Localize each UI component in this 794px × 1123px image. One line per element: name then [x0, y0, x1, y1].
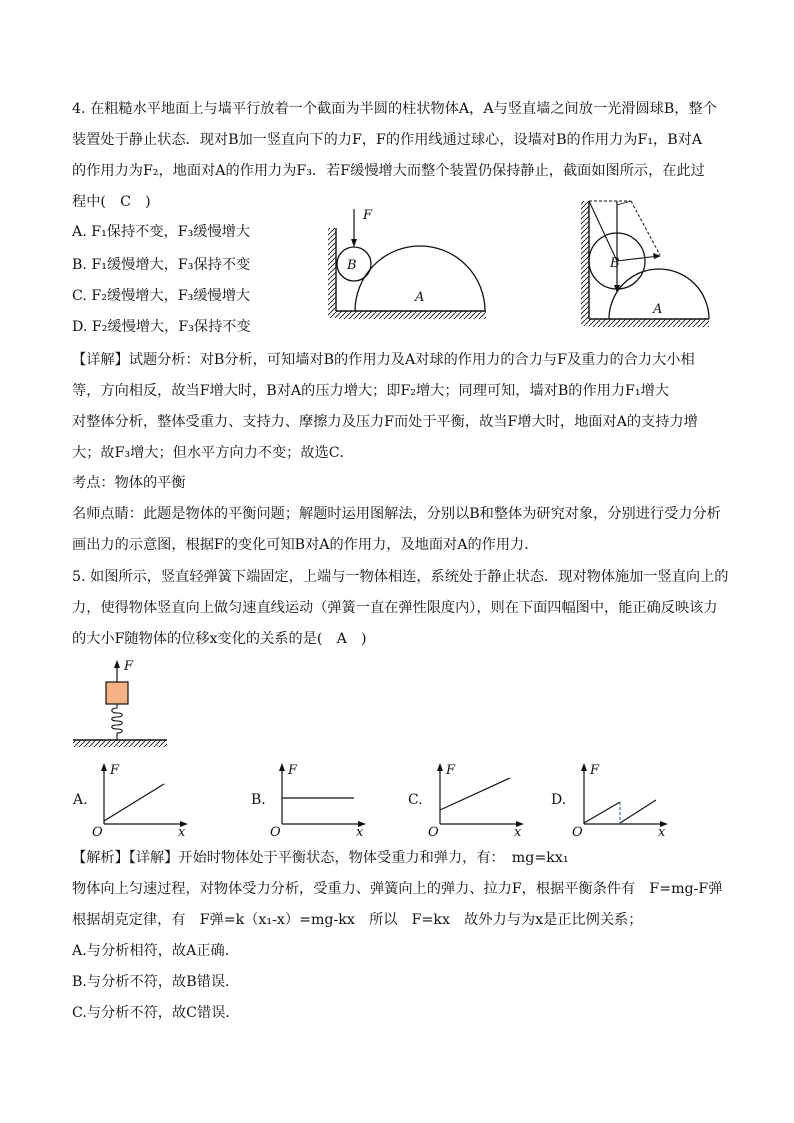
- q4-detail-line-1: 【详解】试题分析：对B分析，可知墙对B的作用力及A对球的作用力的合力与F及重力的合力大小相: [72, 352, 695, 368]
- q5-graph-b-x: x: [356, 825, 364, 840]
- q5-graph-b-option: B.: [251, 792, 266, 808]
- q4-fig1-label-f: F: [363, 208, 373, 223]
- q5-graph-a-x: x: [178, 825, 186, 840]
- q4-detail-line-4: 大；故F₃增大；但水平方向力不变；故选C．: [72, 445, 354, 461]
- q5-graph-b-o: O: [270, 825, 281, 840]
- q5-graph-a-y: F: [110, 763, 120, 778]
- q5-graph-d-y: F: [590, 763, 600, 778]
- q5-stem-line-3: 的大小F随物体的位移x变化的关系的是( A ): [72, 631, 367, 647]
- q5-graph-c-option: C.: [408, 792, 423, 808]
- q4-option-d: D. F₂缓慢增大，F₃保持不变: [72, 319, 251, 335]
- q4-detail-line-3: 对整体分析，整体受重力、支持力、摩擦力及压力F而处于平衡，故当F增大时，地面对A的支持力增: [72, 414, 698, 430]
- q5-graph-c-x: x: [514, 825, 522, 840]
- q4-option-a: A. F₁保持不变，F₃缓慢增大: [72, 224, 251, 240]
- q4-fig1-label-b: B: [347, 258, 357, 273]
- q5-fig-label-f: F: [124, 659, 134, 674]
- q5-graph-c-y: F: [446, 763, 456, 778]
- q5-graph-d-option: D.: [551, 792, 567, 808]
- q4-option-c: C. F₂缓慢增大，F₃缓慢增大: [72, 288, 251, 304]
- q5-analysis-line-3: 根据胡克定律，有 F弹=k（x₁-x）=mg-kx 所以 F=kx 故外力与为x是正比例关系；: [72, 912, 643, 928]
- q4-comment-line-1: 名师点睛：此题是物体的平衡问题；解题时运用图解法，分别以B和整体为研究对象，分别进行受力分析: [72, 506, 721, 522]
- q5-graph-b-y: F: [288, 763, 298, 778]
- q5-graph-a-option: A.: [73, 792, 88, 808]
- q4-stem-line-3: 的作用力为F₂，地面对A的作用力为F₃．若F缓慢增大而整个装置仍保持静止，截面如图所示，在此过: [72, 163, 705, 179]
- q5-graph-c: [428, 760, 528, 838]
- q5-graph-a-o: O: [92, 825, 103, 840]
- q5-graph-d-o: O: [572, 825, 583, 840]
- q5-analysis-line-2: 物体向上匀速过程，对物体受力分析，受重力、弹簧向上的弹力、拉力F，根据平衡条件有 F=mg-F弹: [72, 881, 723, 897]
- q5-stem-line-2: 力，使得物体竖直向上做匀速直线运动（弹簧一直在弹性限度内），则在下面四幅图中，能正确反映该力: [72, 600, 718, 616]
- q5-graph-d-x: x: [658, 825, 666, 840]
- q4-fig2-label-b: B: [610, 256, 620, 271]
- q4-figure-wall-ball-block: [325, 203, 495, 328]
- q4-option-b: B. F₁缓慢增大，F₃保持不变: [72, 257, 251, 273]
- q4-figure-force-diagram: [580, 195, 715, 333]
- q5-analysis-line-1: 【解析】【详解】开始时物体处于平衡状态，物体受重力和弹力，有： mg=kx₁: [72, 850, 569, 866]
- q4-comment-line-2: 画出力的示意图，根据F的变化可知B对A的作用力，及地面对A的作用力．: [72, 537, 539, 553]
- q4-stem-line-4: 程中( C ): [72, 194, 151, 210]
- q4-fig2-label-a: A: [653, 302, 663, 317]
- q5-figure-spring-block: [70, 656, 170, 751]
- q4-point: 考点：物体的平衡: [72, 475, 186, 491]
- q5-choice-a: A.与分析相符，故A正确．: [72, 943, 239, 959]
- q5-choice-c: C.与分析不符，故C错误．: [72, 1005, 240, 1021]
- q4-fig1-label-a: A: [415, 290, 425, 305]
- q5-graph-c-o: O: [428, 825, 439, 840]
- q4-detail-line-2: 等，方向相反，故当F增大时，B对A的压力增大；即F₂增大；同理可知，墙对B的作用力F₁增大: [72, 383, 669, 399]
- q5-stem-line-1: 5. 如图所示，竖直轻弹簧下端固定，上端与一物体相连，系统处于静止状态．现对物体施加一竖直向上的: [72, 569, 729, 585]
- q5-graph-a: [92, 760, 192, 838]
- q5-graph-d: [572, 760, 672, 838]
- q5-graph-b: [270, 760, 370, 838]
- q5-choice-b: B.与分析不符，故B错误．: [72, 974, 240, 990]
- q4-stem-line-1: 4. 在粗糙水平地面上与墙平行放着一个截面为半圆的柱状物体A，A与竖直墙之间放一光滑圆球B，整个: [72, 101, 717, 117]
- q4-stem-line-2: 装置处于静止状态．现对B加一竖直向下的力F，F的作用线通过球心，设墙对B的作用力为F₁，B对A: [72, 132, 703, 148]
